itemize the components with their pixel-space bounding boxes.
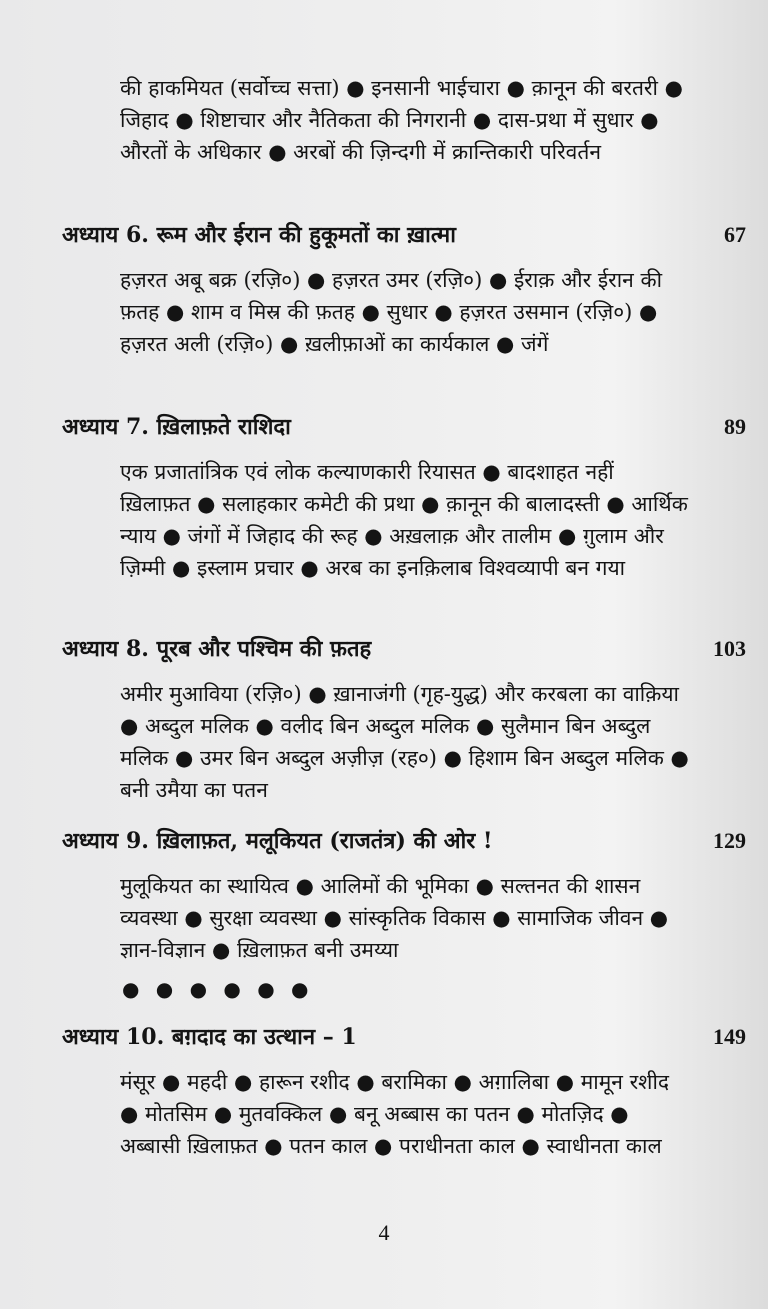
chapter-8-title: अध्याय 8. पूरब और पश्चिम की फ़तह [62, 636, 372, 662]
chapter-8-topics: अमीर मुआविया (रज़ि०) ● ख़ानाजंगी (गृह-युद्ध) और करबला का वाक़िया ● अब्दुल मलिक ● वलीद बिन अब्दुल मलिक ● सुलैमान बिन अब्दुल मलिक ● उमर बिन अब्दुल अज़ीज़ (रह०) ● हिशाम बिन अब्दुल मलिक ● बनी उमैया का पतन [120, 682, 689, 802]
chapter-10-title: अध्याय 10. बग़दाद का उत्थान – 1 [62, 1024, 357, 1050]
section-separator: ● ● ● ● ● ● [122, 977, 314, 1001]
chapter-7-topics: एक प्रजातांत्रिक एवं लोक कल्याणकारी रियासत ● बादशाहत नहीं ख़िलाफ़त ● सलाहकार कमेटी की प्रथा ● क़ानून की बालादस्ती ● आर्थिक न्याय ● जंगों में जिहाद की रूह ● अख़लाक़ और तालीम ● ग़ुलाम और ज़िम्मी ● इस्लाम प्रचार ● अरब का इनक़िलाब विश्वव्यापी बन गया [120, 460, 688, 580]
chapter-10-page: 149 [713, 1024, 746, 1049]
chapter-9-topics: मुलूकियत का स्थायित्व ● आलिमों की भूमिका ● सल्तनत की शासन व्यवस्था ● सुरक्षा व्यवस्था ● सांस्कृतिक विकास ● सामाजिक जीवन ● ज्ञान-विज्ञान ● ख़िलाफ़त बनी उमय्या [120, 874, 669, 962]
chapter-6-heading [62, 220, 746, 250]
chapter-7-page: 89 [724, 414, 746, 439]
chapter-8-heading [62, 634, 746, 664]
chapter-6-topics: हज़रत अबू बक्र (रज़ि०) ● हज़रत उमर (रज़ि०) ● ईराक़ और ईरान की फ़तह ● शाम व मिस्र की फ़तह ● सुधार ● हज़रत उसमान (रज़ि०) ● हज़रत अली (रज़ि०) ● ख़लीफ़ाओं का कार्यकाल ● जंगें [120, 268, 663, 356]
chapter-10-heading [62, 1022, 746, 1052]
chapter-9-title: अध्याय 9. ख़िलाफ़त, मलूकियत (राजतंत्र) की ओर ! [62, 828, 493, 854]
chapter-9-page: 129 [713, 828, 746, 853]
chapter-6-title: अध्याय 6. रूम और ईरान की हुकूमतों का ख़ात्मा [62, 222, 456, 248]
intro-paragraph: की हाकमियत (सर्वोच्च सत्ता) ● इनसानी भाईचारा ● क़ानून की बरतरी ● जिहाद ● शिष्टाचार और नैतिकता की निगरानी ● दास-प्रथा में सुधार ● औरतों के अधिकार ● अरबों की ज़िन्दगी में क्रान्तिकारी परिवर्तन [120, 76, 683, 164]
chapter-10-topics: मंसूर ● महदी ● हारून रशीद ● बरामिका ● अग़ालिबा ● मामून रशीद ● मोतसिम ● मुतवक्किल ● बनू अब्बास का पतन ● मोतज़िद ● अब्बासी ख़िलाफ़त ● पतन काल ● पराधीनता काल ● स्वाधीनता काल [120, 1070, 670, 1158]
chapter-7-title: अध्याय 7. ख़िलाफ़ते राशिदा [62, 414, 291, 440]
chapter-9-heading [62, 826, 746, 856]
chapter-7-heading [62, 412, 746, 442]
page-number: 4 [378, 1220, 390, 1245]
chapter-8-page: 103 [713, 636, 746, 661]
chapter-6-page: 67 [724, 222, 746, 247]
